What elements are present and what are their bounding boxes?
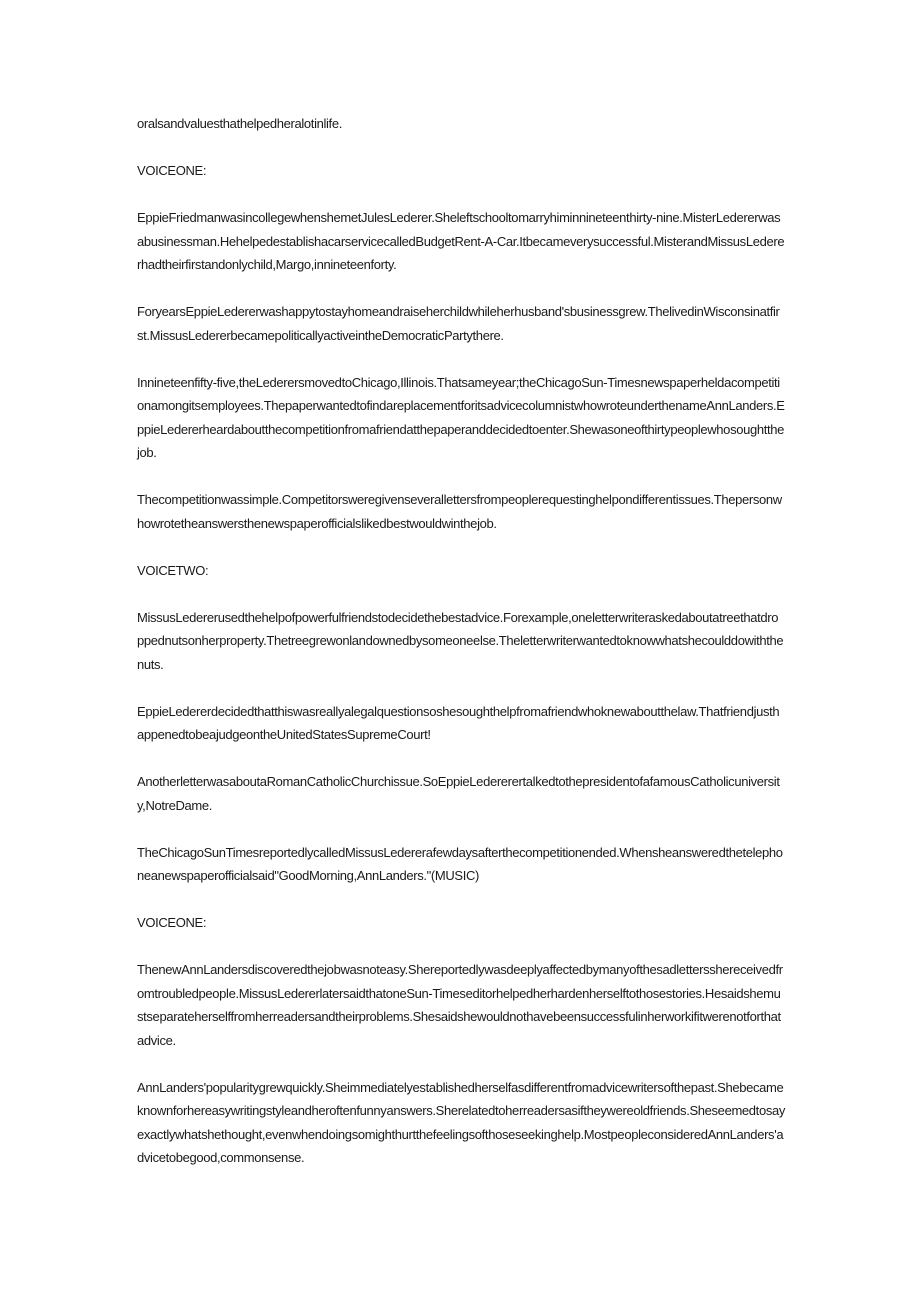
paragraph-catholic-issue: AnotherletterwasaboutaRomanCatholicChurchissue.SoEppieLedererertalkedtothepresidentofafamousCatholicuniversity,NotreDame. — [137, 774, 780, 813]
paragraph-legal-question: EppieLedererdecidedthatthiswasreallyalegalquestionsoshesoughthelpfromafriendwhoknewaboutthelaw.ThatfriendjusthappenedtobeajudgeontheUnitedStatesSupremeCourt! — [137, 703, 780, 742]
paragraph-competition-rules: Thecompetitionwassimple.Competitorsweregivenseverallettersfrompeoplerequestinghelpondifferentissues.Thepersonwhowrotetheanswersthenewspaperofficialslikedbestwouldwinthejob. — [137, 492, 782, 531]
speaker-label-voice-two: VOICETWO: — [137, 562, 209, 578]
paragraph-family-years: ForyearsEppieLedererwashappytostayhomeandraiseherchildwhileherhusband'sbusinessgrew.ThelivedinWisconsinatfirst.MissusLedererbecamepoliticallyactiveintheDemocraticPartythere. — [137, 304, 780, 343]
paragraph-intro-fragment: oralsandvaluesthathelpedheralotinlife. — [137, 116, 342, 131]
paragraph-powerful-friends: MissusLedererusedthehelpofpowerfulfriendstodecidethebestadvice.Forexample,oneletterwriteraskedaboutatreethatdroppednutsonherproperty.Thetreegrewonlandownedbysomeoneelse.Theletterwriterwantedtoknowwhatshecoulddowiththenuts. — [137, 609, 784, 672]
paragraph-early-life: EppieFriedmanwasincollegewhenshemetJulesLederer.Sheleftschooltomarryhiminnineteenthirty-nine.MisterLedererwasabusinessman.HehelpedestablishacarservicecalledBudgetRent-A-Car.Itbecameverysuccessful.MisterandMissusLedererhadtheirfirstandonlychild,Margo,innineteenforty. — [137, 210, 785, 272]
speaker-label-voice-one-second: VOICEONE: — [137, 915, 207, 930]
paragraph-popularity: AnnLanders'popularitygrewquickly.Sheimmediatelyestablishedherselfasdifferentfromadvicewritersofthepast.Shebecameknownforhereasywritingstyleandheroftenfunnyanswers.Sherelatedtoherreadersasiftheywereoldfriends.Sheseemedtosayexactlywhatshethought,evenwhendoingsomighthurtthefeelingsofthoseseekinghelp.MostpeopleconsideredAnnLanders'advicetobegood,commonsense. — [137, 1079, 786, 1165]
document-body — [137, 112, 785, 1170]
paragraph-job-difficulty: ThenewAnnLandersdiscoveredthejobwasnoteasy.Shereportedlywasdeeplyaffectedbymanyofthesadlettersshereceivedfromtroubledpeople.MissusLedererlatersaidthatoneSun-Timeseditorhelpedherhardenherselftothosestories.Hesaidshemustseparateherselffromherreadersandtheirproblems.Shesaidshewouldnothavebeensuccessfulinherworkifitwerenotforthatadvice. — [137, 962, 783, 1048]
paragraph-chicago-competition: Innineteenfifty-five,theLederersmovedtoChicago,Illinois.Thatsameyear;theChicagoSun-Timesnewspaperheldacompetitionamongitsemployees.ThepaperwantedtofindareplacementforitsadvicecolumnistwhowroteunderthenameAnnLanders.EppieLedererheardaboutthecompetitionfromafriendatthepaperanddecidedtoenter.Shewasoneofthirtypeoplewhosoughtthejob. — [137, 374, 785, 460]
paragraph-good-morning: TheChicagoSunTimesreportedlycalledMissusLedererafewdaysafterthecompetitionended.Whensheansweredthetelephoneanewspaperofficialsaid"GoodMorning,AnnLanders."(MUSIC) — [137, 844, 783, 883]
speaker-label-voice-one: VOICEONE: — [137, 163, 207, 178]
